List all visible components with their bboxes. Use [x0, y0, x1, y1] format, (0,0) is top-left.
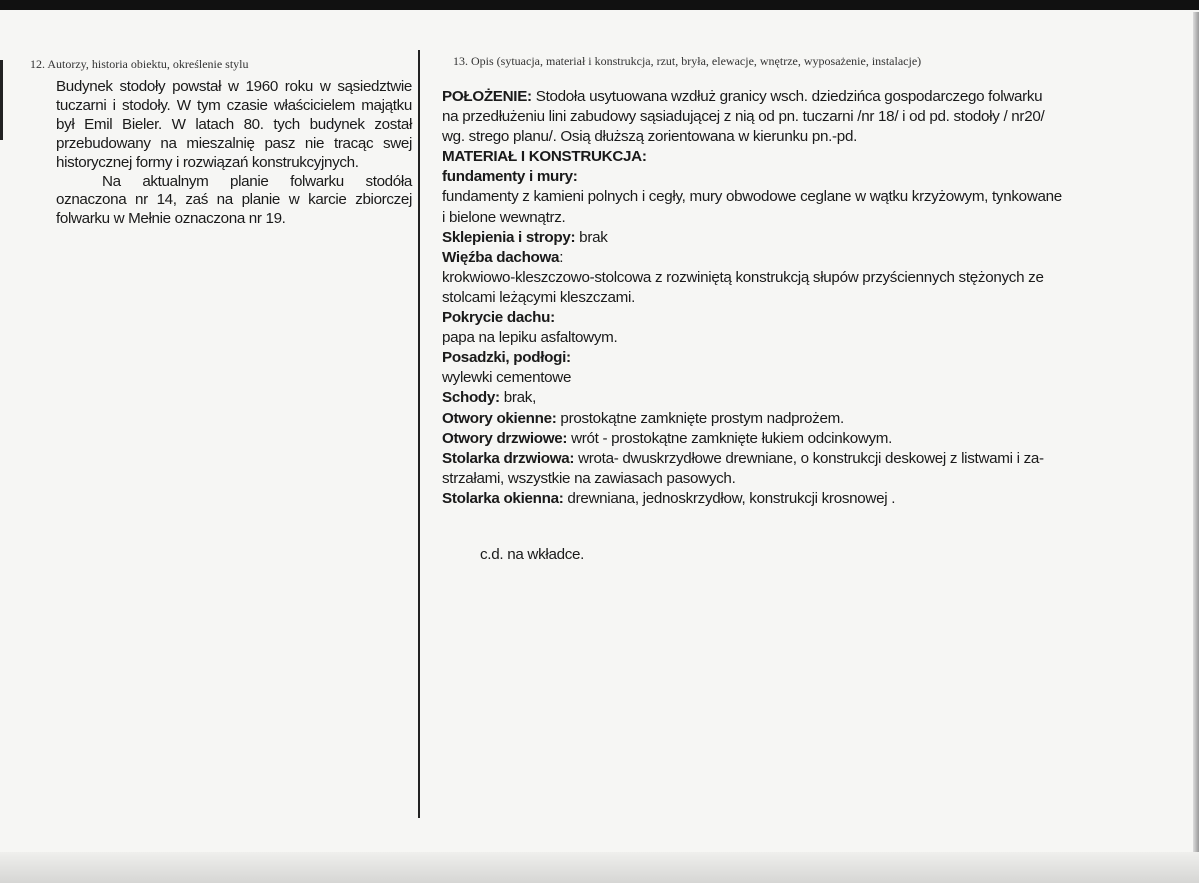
- scan-left-edge: [0, 60, 3, 140]
- plan-paragraph: Na aktualnym planie folwarku stodóła oznaczona nr 14, zaś na planie w karcie zbiorczej folwarku w Mełnie oznaczona nr 19.: [56, 172, 412, 228]
- line-label: fundamenty i mury:: [442, 168, 578, 186]
- line-label: Więźba dachowa: [442, 248, 560, 266]
- line-text: drewniana, jednoskrzydłow, konstrukcji krosnowej .: [563, 489, 896, 507]
- description-line: [442, 388, 1132, 408]
- line-label: Schody:: [442, 389, 500, 407]
- line-label: Posadzki, podłogi:: [442, 349, 571, 367]
- description-line: [442, 409, 1132, 429]
- scan-bottom-edge: [0, 852, 1199, 883]
- scan-right-edge: [1193, 12, 1199, 870]
- line-text: papa na lepiku asfaltowym.: [442, 329, 618, 347]
- description-line: [442, 127, 1132, 147]
- line-text: na przedłużeniu lini zabudowy sąsiadującej z nią od pn. tuczarni /nr 18/ i od pd. stodoły / nr20/: [442, 108, 1045, 126]
- line-text: wrota- dwuskrzydłowe drewniane, o konstrukcji deskowej z listwami i za-: [574, 449, 1044, 467]
- description-line: [442, 469, 1132, 489]
- description-line: [442, 167, 1132, 187]
- line-text: stolcami leżącymi kleszczami.: [442, 288, 635, 306]
- description-line: [442, 87, 1132, 107]
- line-text: wrót - prostokątne zamknięte łukiem odcinkowym.: [567, 429, 893, 447]
- line-text: i bielone wewnątrz.: [442, 208, 566, 226]
- description-line: [442, 147, 1132, 167]
- description-line: [442, 489, 1132, 509]
- line-text: wylewki cementowe: [442, 369, 572, 387]
- description-line: [442, 268, 1132, 288]
- column-divider: [418, 50, 420, 818]
- section-12-heading: 12. Autorzy, historia obiektu, określenie stylu: [30, 57, 249, 71]
- line-text: krokwiowo-kleszczowo-stolcowa z rozwiniętą konstrukcją słupów przyściennych stężonych ze: [442, 268, 1044, 286]
- description-line: [442, 429, 1132, 449]
- line-label: Stolarka drzwiowa:: [442, 449, 575, 467]
- description-line: [442, 228, 1132, 248]
- description-line: [442, 449, 1132, 469]
- line-text: prostokątne zamknięte prostym nadprożem.: [556, 409, 844, 427]
- section-12-body: [56, 78, 412, 229]
- line-label: Otwory drzwiowe:: [442, 429, 568, 447]
- line-label: Pokrycie dachu:: [442, 309, 555, 327]
- line-text: brak: [575, 228, 608, 246]
- description-line: [442, 107, 1132, 127]
- line-text: fundamenty z kamieni polnych i cegły, mury obwodowe ceglane w wątku krzyżowym, tynkowane: [442, 188, 1062, 206]
- line-text: wg. strego planu/. Osią dłuższą zorientowana w kierunku pn.-pd.: [442, 128, 858, 146]
- line-label: Stolarka okienna:: [442, 489, 564, 507]
- description-line: [442, 187, 1132, 207]
- line-label: POŁOŻENIE:: [442, 88, 532, 105]
- continued-note: c.d. na wkładce.: [480, 546, 585, 563]
- description-line: [442, 248, 1132, 268]
- description-line: [442, 368, 1132, 388]
- description-line: [442, 288, 1132, 308]
- history-paragraph: Budynek stodoły powstał w 1960 roku w sąsiedztwie tuczarni i stodoły. W tym czasie właścicielem majątku był Emil Bieler. W latach 80. tych budynek został przebudowany na mieszalnię pasz nie tracąc swej historycznej formy i rozwiązań konstrukcyjnych.: [56, 78, 412, 171]
- line-label: Otwory okienne:: [442, 409, 557, 427]
- line-text: brak,: [499, 389, 536, 407]
- line-label: MATERIAŁ I KONSTRUKCJA:: [442, 148, 647, 166]
- description-line: [442, 348, 1132, 368]
- scan-top-border: [0, 0, 1199, 10]
- description-line: [442, 208, 1132, 228]
- section-13-body: [442, 87, 1132, 509]
- section-13-heading: 13. Opis (sytuacja, materiał i konstrukcja, rzut, bryła, elewacje, wnętrze, wyposażenie, instalacje): [453, 54, 922, 68]
- line-text: Stodoła usytuowana wzdłuż granicy wsch. dziedzińca gospodarczego folwarku: [531, 88, 1043, 105]
- line-text: :: [559, 248, 564, 266]
- description-line: [442, 328, 1132, 348]
- line-text: strzałami, wszystkie na zawiasach pasowych.: [442, 469, 736, 487]
- description-line: [442, 308, 1132, 328]
- line-label: Sklepienia i stropy:: [442, 228, 576, 246]
